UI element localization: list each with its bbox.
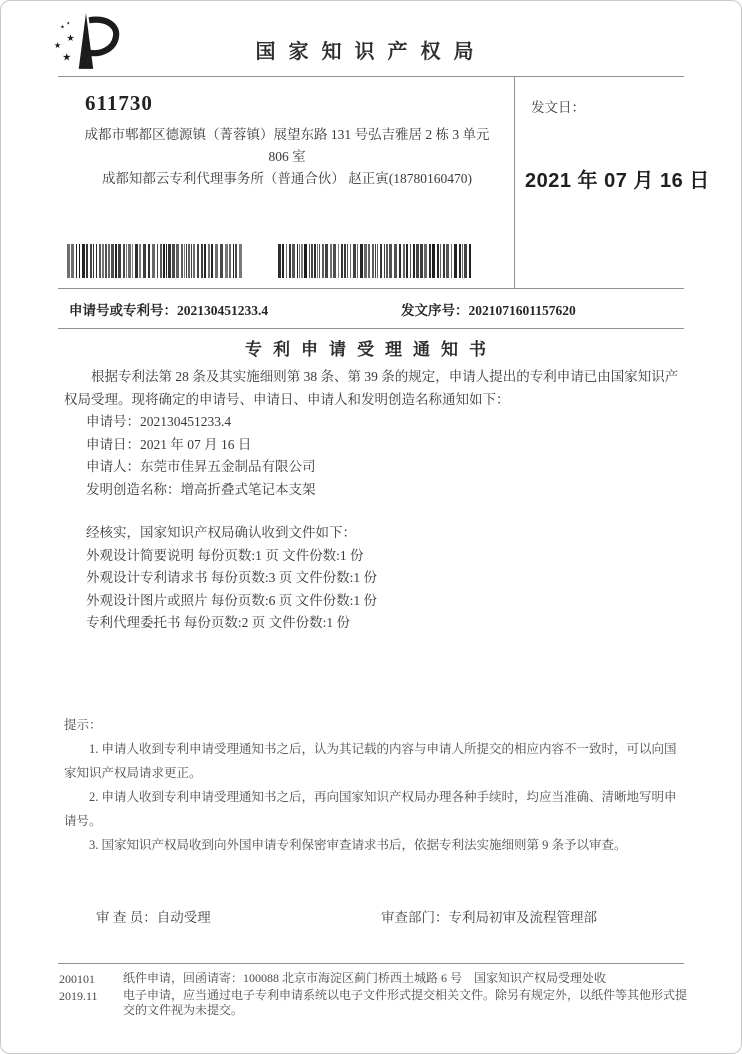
field-label: 申请人： — [86, 459, 140, 474]
svg-text:★: ★ — [62, 51, 72, 64]
footer-note-paper: 纸件申请，回函请寄：100088 北京市海淀区蓟门桥西土城路 6 号 国家知识产权局受理处收 — [123, 971, 607, 985]
notice-title: 专利申请受理通知书 — [245, 340, 497, 359]
footer-note-electronic: 电子申请，应当通过电子专利申请系统以电子文件形式提交相关文件。除另有规定外，以纸件等其他形式提交的文件视为未提交。 — [123, 987, 688, 1017]
field-application-number — [64, 411, 686, 434]
tips-section — [64, 713, 688, 857]
divider-under-reference — [58, 328, 684, 329]
divider-vertical — [514, 76, 515, 288]
tip-item-3: 3. 国家知识产权局收到向外国申请专利保密审查请求书后，依据专利法实施细则第 9 条予以审查。 — [89, 838, 627, 852]
received-documents-section — [64, 522, 686, 635]
application-number-label: 申请号或专利号： — [69, 303, 177, 318]
examiner — [96, 906, 211, 926]
field-label: 申请号： — [86, 414, 140, 429]
received-doc-item: 外观设计简要说明 每份页数:1 页 文件份数:1 份 — [86, 547, 364, 563]
department-value: 专利局初审及流程管理部 — [448, 910, 597, 925]
dispatch-number-label: 发文序号： — [401, 303, 469, 318]
field-label: 申请日： — [86, 436, 140, 452]
examiner-value: 自动受理 — [156, 910, 211, 925]
postal-code: 611730 — [85, 91, 153, 115]
agent-line: 成都知都云专利代理事务所（普通合伙） 赵正寅(18780160470) — [101, 171, 473, 186]
department-label: 审查部门： — [381, 910, 449, 925]
notice-body — [64, 366, 686, 635]
footer-code: 200101 — [59, 972, 95, 986]
received-doc-item: 外观设计专利请求书 每份页数:3 页 文件份数:1 份 — [86, 570, 378, 585]
examiner-label: 审 查 员： — [96, 910, 157, 925]
field-application-date — [64, 434, 686, 457]
field-label: 发明创造名称： — [86, 481, 181, 497]
svg-text:★: ★ — [66, 20, 71, 26]
reference-row — [69, 299, 689, 319]
recipient-block — [61, 91, 513, 190]
recipient-address-line2: 806 室 — [268, 149, 306, 164]
footer-code: 2019.11 — [59, 988, 98, 1003]
dispatch-number-value: 2021071601157620 — [468, 303, 576, 318]
field-value: 2021 年 07 月 16 日 — [140, 436, 252, 452]
field-value: 东莞市佳昇五金制品有限公司 — [140, 459, 316, 474]
received-doc-item: 外观设计图片或照片 每份页数:6 页 文件份数:1 份 — [86, 592, 378, 608]
barcode-left — [67, 244, 244, 278]
field-value: 增高折叠式笔记本支架 — [180, 481, 316, 497]
received-intro: 经核实，国家知识产权局确认收到文件如下： — [86, 525, 356, 540]
agency-title: 国家知识产权局 — [255, 41, 487, 63]
barcode-right — [278, 244, 475, 278]
svg-text:★: ★ — [66, 32, 75, 44]
notice-intro: 根据专利法第 28 条及其实施细则第 38 条、第 39 条的规定，申请人提出的专利申请已由国家知识产权局受理。现将确定的申请号、申请日、申请人和发明创造名称通知如下： — [64, 369, 679, 407]
received-doc-item: 专利代理委托书 每份页数:2 页 文件份数:1 份 — [86, 615, 351, 630]
svg-text:★: ★ — [60, 24, 65, 31]
field-value: 202130451233.4 — [140, 414, 232, 429]
department — [381, 906, 597, 926]
tip-item-2: 2. 申请人收到专利申请受理通知书之后，再向国家知识产权局办理各种手续时，均应当准确、清晰地写明申请号。 — [64, 790, 677, 828]
tip-item-1: 1. 申请人收到专利申请受理通知书之后，认为其记载的内容与申请人所提交的相应内容不一致时，可以向国家知识产权局请求更正。 — [64, 742, 677, 780]
footer-notes — [59, 971, 689, 1020]
divider-under-barcodes — [58, 288, 684, 289]
application-number-value: 202130451233.4 — [177, 303, 269, 318]
svg-text:★: ★ — [53, 40, 62, 51]
tips-heading: 提示： — [64, 718, 102, 732]
recipient-address-line1: 成都市郫都区德源镇（菁蓉镇）展望东路 131 号弘吉雅居 2 栋 3 单元 — [84, 127, 490, 142]
dispatch-date-value: 2021 年 07 月 16 日 — [525, 170, 710, 192]
divider-top — [58, 76, 684, 77]
field-invention-name — [64, 479, 686, 502]
field-applicant — [64, 456, 686, 479]
dispatch-date-label: 发文日： — [531, 100, 585, 115]
divider-footer — [58, 963, 684, 964]
